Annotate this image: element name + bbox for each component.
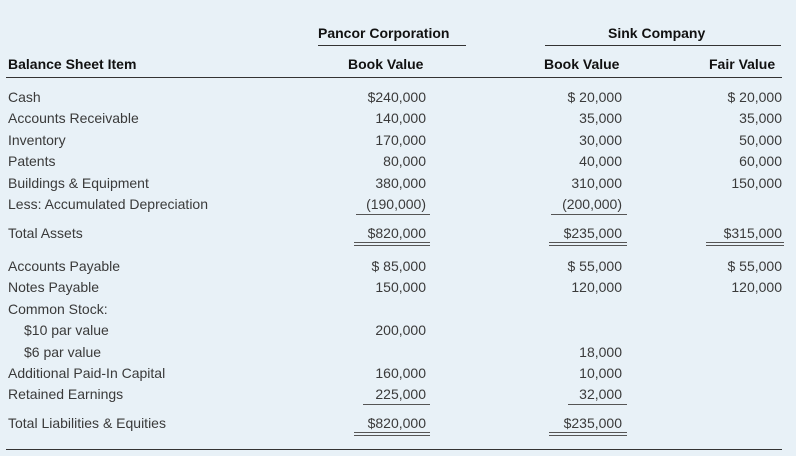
cell-ar-sink-fair: 35,000 (739, 110, 782, 126)
total-assets-double-underline-3 (706, 242, 784, 246)
cell-par6-sink-book: 18,000 (579, 344, 622, 360)
cell-inventory-sink-fair: 50,000 (739, 132, 782, 148)
cell-ap-pancor-book: $ 85,000 (371, 258, 426, 274)
cell-np-sink-book: 120,000 (571, 279, 622, 295)
group-underline-sink (545, 45, 781, 46)
table-bottom-rule (6, 449, 782, 450)
row-label-notes-payable: Notes Payable (8, 279, 100, 295)
subtotal-underline-sink (551, 214, 627, 215)
header-rule (6, 77, 782, 78)
row-label-ar: Accounts Receivable (8, 110, 139, 126)
row-label-cash: Cash (8, 89, 41, 105)
cell-apic-sink-book: 10,000 (579, 365, 622, 381)
row-label-total-assets: Total Assets (8, 225, 83, 241)
row-label-par10: $10 par value (24, 322, 109, 338)
total-le-double-underline-2 (549, 432, 627, 436)
cell-apic-pancor-book: 160,000 (375, 365, 426, 381)
cell-total-assets-pancor-book: $820,000 (367, 225, 426, 241)
group-header-sink: Sink Company (608, 25, 706, 41)
cell-depreciation-sink-book: (200,000) (562, 196, 622, 212)
cell-np-pancor-book: 150,000 (375, 279, 426, 295)
cell-inventory-pancor-book: 170,000 (375, 132, 426, 148)
cell-ap-sink-book: $ 55,000 (567, 258, 622, 274)
cell-buildings-pancor-book: 380,000 (375, 175, 426, 191)
cell-buildings-sink-book: 310,000 (571, 175, 622, 191)
cell-cash-pancor-book: $240,000 (367, 89, 426, 105)
cell-total-assets-sink-fair: $315,000 (723, 225, 782, 241)
cell-np-sink-fair: 120,000 (731, 279, 782, 295)
total-assets-double-underline-1 (354, 242, 430, 246)
row-label-apic: Additional Paid-In Capital (8, 365, 166, 381)
row-label-accounts-payable: Accounts Payable (8, 258, 121, 274)
subtotal-underline-pancor (356, 214, 430, 215)
cell-cash-sink-fair: $ 20,000 (727, 89, 782, 105)
cell-par10-pancor-book: 200,000 (375, 322, 426, 338)
row-label-common-stock: Common Stock: (8, 301, 108, 317)
cell-tle-pancor-book: $820,000 (367, 415, 426, 431)
cell-cash-sink-book: $ 20,000 (567, 89, 622, 105)
equity-underline-sink (568, 404, 627, 405)
group-underline-pancor (318, 45, 466, 46)
column-header-sink-book: Book Value (544, 56, 620, 72)
row-label-total-liab-equity: Total Liabilities & Equities (8, 415, 166, 431)
equity-underline-pancor (363, 404, 430, 405)
row-label-depreciation: Less: Accumulated Depreciation (8, 196, 208, 212)
cell-ar-sink-book: 35,000 (579, 110, 622, 126)
group-header-pancor: Pancor Corporation (318, 25, 450, 41)
cell-buildings-sink-fair: 150,000 (731, 175, 782, 191)
cell-patents-sink-fair: 60,000 (739, 153, 782, 169)
row-label-retained-earnings: Retained Earnings (8, 386, 124, 402)
row-label-inventory: Inventory (8, 132, 66, 148)
cell-re-pancor-book: 225,000 (375, 386, 426, 402)
column-header-sink-fair: Fair Value (709, 56, 776, 72)
cell-patents-sink-book: 40,000 (579, 153, 622, 169)
total-le-double-underline-1 (354, 432, 430, 436)
row-label-par6: $6 par value (24, 344, 102, 360)
cell-ap-sink-fair: $ 55,000 (727, 258, 782, 274)
cell-patents-pancor-book: 80,000 (383, 153, 426, 169)
column-header-item: Balance Sheet Item (8, 56, 137, 72)
cell-total-assets-sink-book: $235,000 (563, 225, 622, 241)
cell-inventory-sink-book: 30,000 (579, 132, 622, 148)
row-label-patents: Patents (8, 153, 56, 169)
cell-tle-sink-book: $235,000 (563, 415, 622, 431)
cell-re-sink-book: 32,000 (579, 386, 622, 402)
cell-ar-pancor-book: 140,000 (375, 110, 426, 126)
column-header-pancor-book: Book Value (348, 56, 424, 72)
total-assets-double-underline-2 (549, 242, 627, 246)
row-label-buildings: Buildings & Equipment (8, 175, 149, 191)
cell-depreciation-pancor-book: (190,000) (366, 196, 426, 212)
